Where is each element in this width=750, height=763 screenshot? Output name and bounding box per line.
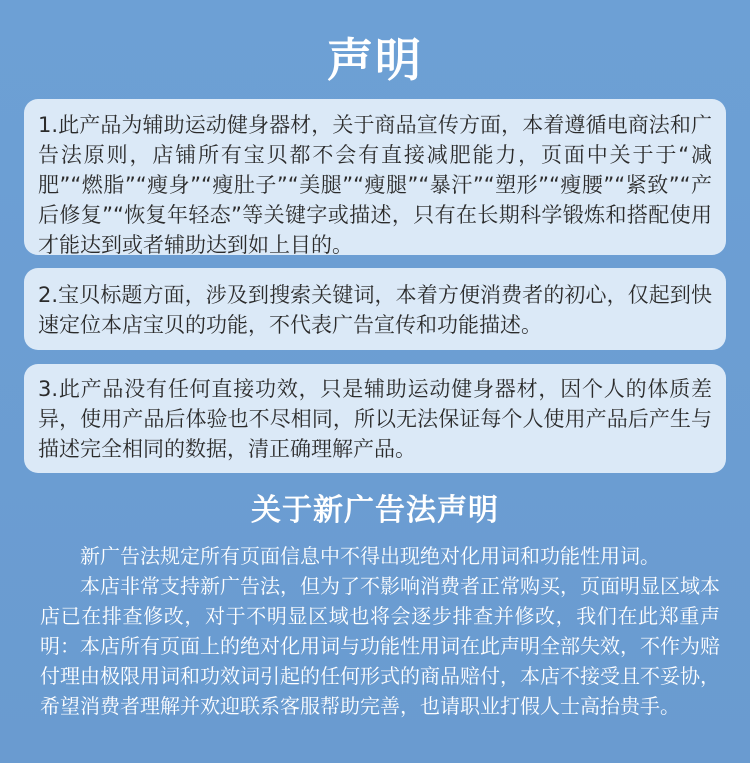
- statement-paragraph-1: 新广告法规定所有页面信息中不得出现绝对化用词和功能性用词。: [80, 544, 660, 568]
- notice-card-3: [24, 364, 726, 473]
- notice-text-1: 1.此产品为辅助运动健身器材，关于商品宣传方面，本着遵循电商法和广告法原则，店铺所有宝贝都不会有直接减肥能力，页面中关于于“减肥”“燃脂”“瘦身”“瘦肚子”“美腿”“瘦腿”“暴汗”“塑形”“瘦腰”“紧致”“产后修复”“恢复年轻态”等关键字或描述，只有在长期科学锻炼和搭配使用才能达到或者辅助达到如上目的。: [38, 113, 712, 257]
- notice-card-1: [24, 99, 726, 255]
- notice-text-2: 2.宝贝标题方面，涉及到搜索关键词，本着方便消费者的初心，仅起到快速定位本店宝贝的功能，不代表广告宣传和功能描述。: [38, 283, 712, 337]
- statement-body: [40, 541, 720, 721]
- notice-text-3: 3.此产品没有任何直接功效，只是辅助运动健身器材，因个人的体质差异，使用产品后体验也不尽相同，所以无法保证每个人使用产品后产生与描述完全相同的数据，清正确理解产品。: [38, 377, 712, 461]
- page-title: 声明: [327, 33, 423, 87]
- statement-paragraph-2: 本店非常支持新广告法，但为了不影响消费者正常购买，页面明显区域本店已在排查修改，对于不明显区域也将会逐步排查并修改，我们在此郑重声明：本店所有页面上的绝对化用词与功能性用词在此声明全部失效，不作为赔付理由极限用词和功效词引起的任何形式的商品赔付，本店不接受且不妥协，希望消费者理解并欢迎联系客服帮助完善，也请职业打假人士高抬贵手。: [40, 574, 720, 718]
- section-title: 关于新广告法声明: [251, 493, 499, 528]
- notice-card-2: [24, 268, 726, 350]
